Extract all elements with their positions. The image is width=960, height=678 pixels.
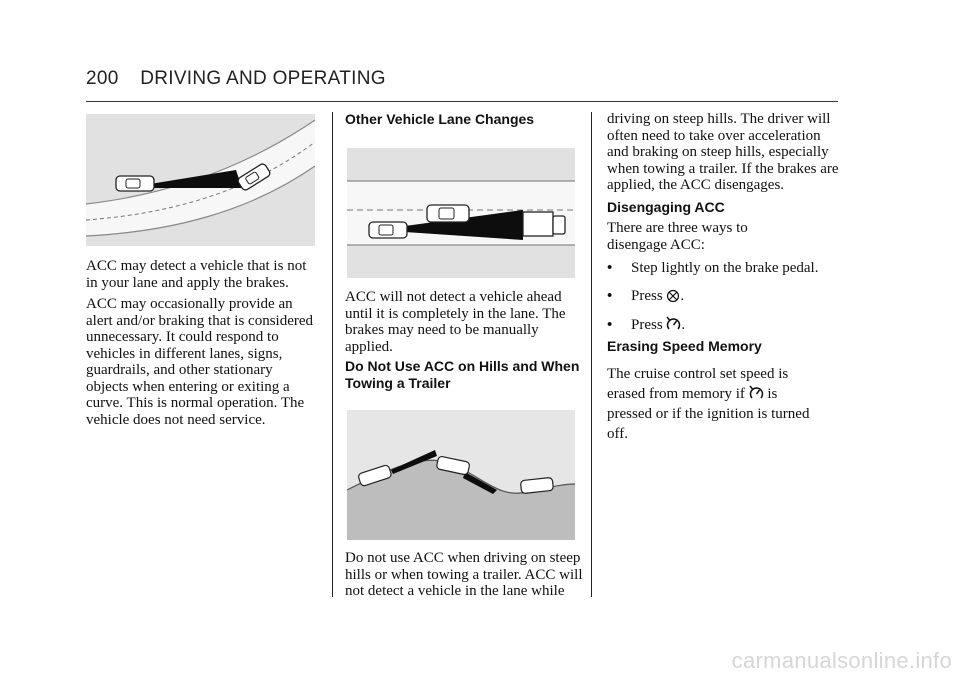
cruise-onoff-icon xyxy=(666,316,681,332)
column-divider-2 xyxy=(591,112,592,597)
header-rule xyxy=(86,101,838,102)
col2-paragraph-2: Do not use ACC when driving on steep hills or when towing a trailer. ACC will not detect a vehicle in the lane while xyxy=(345,550,583,599)
bullet-dot: • xyxy=(607,260,613,276)
bullet-cruise: • Press . xyxy=(607,317,686,333)
page-number: 200 xyxy=(86,68,119,89)
col2-paragraph-1: ACC will not detect a vehicle ahead until it is completely in the lane. The brakes may need to be manually applied. xyxy=(345,289,566,355)
watermark[interactable]: carmanualsonline.info xyxy=(731,648,952,673)
column-divider-1 xyxy=(332,112,333,597)
col3-paragraph-3 xyxy=(607,364,822,444)
cruise-cancel-icon xyxy=(666,289,680,303)
col3-paragraph-1: driving on steep hills. The driver will often need to take over acceleration and braking on steep hills, especially when towing a trailer. If the brakes are applied, the ACC disengages. xyxy=(607,111,839,193)
bullet-dot: • xyxy=(607,317,613,333)
cruise-onoff-icon xyxy=(749,385,764,401)
figure-curve-road xyxy=(86,114,315,246)
bullet-cancel: • Press . xyxy=(607,288,685,304)
bullet-cancel-text: Press xyxy=(631,288,663,304)
erase-text-pre: The cruise control set speed is erased from memory if xyxy=(607,366,789,402)
page-header xyxy=(86,68,386,90)
col1-paragraph-1: ACC may detect a vehicle that is not in your lane and apply the brakes. xyxy=(86,258,307,291)
bullet-cruise-text: Press xyxy=(631,317,663,333)
figure-lane-change xyxy=(347,148,575,278)
heading-erasing: Erasing Speed Memory xyxy=(607,338,762,354)
bullet-brake xyxy=(607,260,839,277)
figure-hills xyxy=(347,410,575,540)
heading-hills-trailer: Do Not Use ACC on Hills and When Towing a Trailer xyxy=(345,358,580,391)
bullet-brake-text: Step lightly on the brake pedal. xyxy=(631,260,819,276)
heading-lane-changes: Other Vehicle Lane Changes xyxy=(345,111,535,127)
heading-disengaging: Disengaging ACC xyxy=(607,199,725,215)
bullet-dot: • xyxy=(607,288,613,304)
col3-paragraph-2: There are three ways to disengage ACC: xyxy=(607,220,748,253)
col1-paragraph-2: ACC may occasionally provide an alert and/or braking that is considered unnecessary. It could respond to vehicles in different lanes, signs, guardrails, and other stationary objects when entering or exiting a curve. This is normal operation. The vehicle does not need service. xyxy=(86,296,314,428)
erase-text-post: is pressed or if the ignition is turned off. xyxy=(607,386,810,442)
section-title: DRIVING AND OPERATING xyxy=(140,68,386,89)
